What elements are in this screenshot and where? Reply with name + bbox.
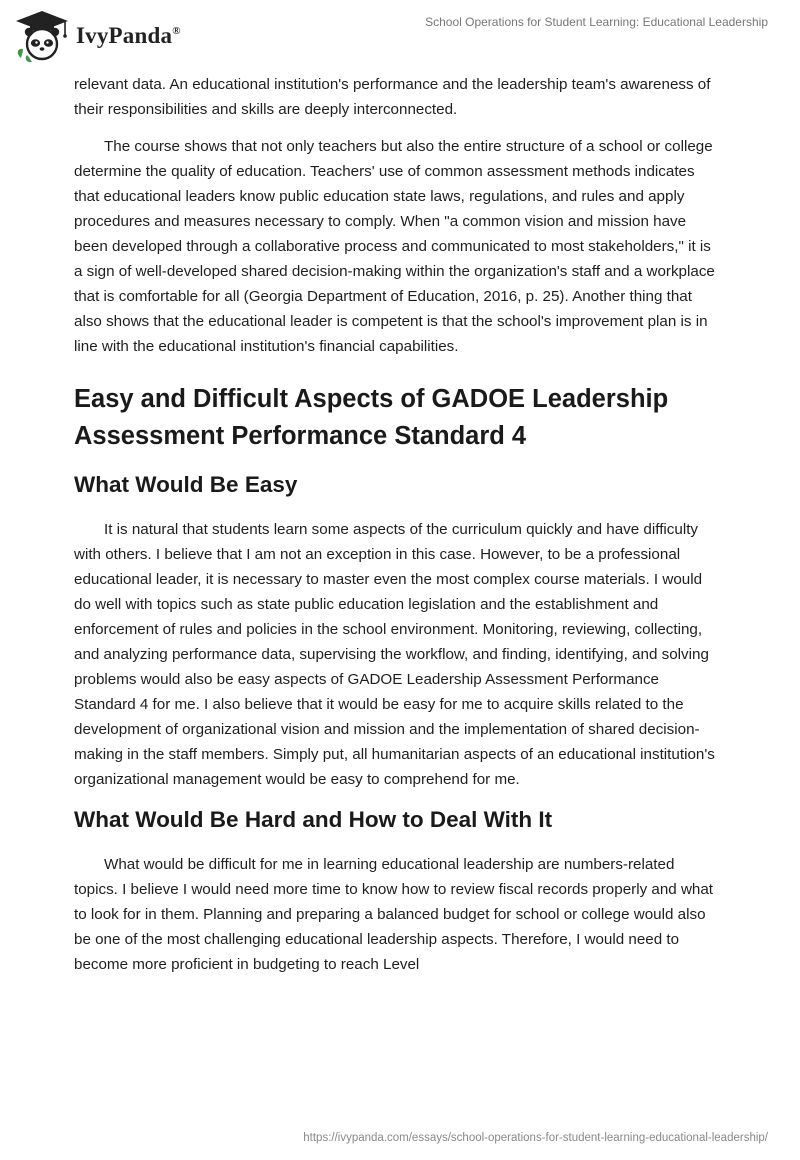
document-title: School Operations for Student Learning: Educational Leadership bbox=[425, 15, 768, 29]
paragraph-hard-aspects: What would be difficult for me in learning educational leadership are numbers-related topics. I believe I would need more time to know how to review fiscal records properly and what to look for in them. Planning and preparing a balanced budget for school or college would also be one of the most challenging educational leadership aspects. Therefore, I would need to become more proficient in budgeting to reach Level bbox=[74, 856, 714, 973]
source-url-link[interactable]: https://ivypanda.com/essays/school-operations-for-student-learning-educational-leadership/ bbox=[303, 1132, 768, 1144]
subheading-easy: What Would Be Easy bbox=[74, 472, 298, 497]
panda-graduate-icon bbox=[12, 8, 72, 64]
paragraph-continuation: relevant data. An educational institution's performance and the leadership team's awareness of their responsibilities and skills are deeply interconnected. bbox=[74, 76, 711, 118]
subheading-hard: What Would Be Hard and How to Deal With It bbox=[74, 807, 553, 832]
page-header bbox=[0, 0, 800, 70]
logo-wordmark: IvyPanda® bbox=[76, 23, 181, 48]
section-heading-gadoe-aspects: Easy and Difficult Aspects of GADOE Leadership Assessment Performance Standard 4 bbox=[74, 385, 669, 450]
ivypanda-logo[interactable] bbox=[12, 8, 181, 64]
paragraph-course-quality: The course shows that not only teachers but also the entire structure of a school or college determine the quality of education. Teachers' use of common assessment methods indicates that educational leaders know public education state laws, regulations, and rules and apply procedures and measures necessary to comply. When "a common vision and mission have been developed through a collaborative process and communicated to most stakeholders," it is a sign of well-developed shared decision-making within the organization's staff and a workplace that is comfortable for all (Georgia Department of Education, 2016, p. 25). Another thing that also shows that the educational leader is competent is that the school's improvement plan is in line with the educational institution's financial capabilities. bbox=[74, 138, 715, 355]
essay-content bbox=[74, 72, 720, 990]
paragraph-easy-aspects: It is natural that students learn some aspects of the curriculum quickly and have difficulty with others. I believe that I am not an exception in this case. However, to be a professional educational leader, it is necessary to master even the most complex course materials. I would do well with topics such as state public education legislation and the establishment and enforcement of rules and policies in the school environment. Monitoring, reviewing, collecting, and analyzing performance data, supervising the workflow, and finding, identifying, and solving problems would also be easy aspects of GADOE Leadership Assessment Performance Standard 4 for me. I also believe that it would be easy for me to acquire skills related to the development of organizational vision and mission and the implementation of shared decision-making in the staff members. Simply put, all humanitarian aspects of an educational institution's organizational management would be easy to comprehend for me. bbox=[74, 521, 715, 788]
